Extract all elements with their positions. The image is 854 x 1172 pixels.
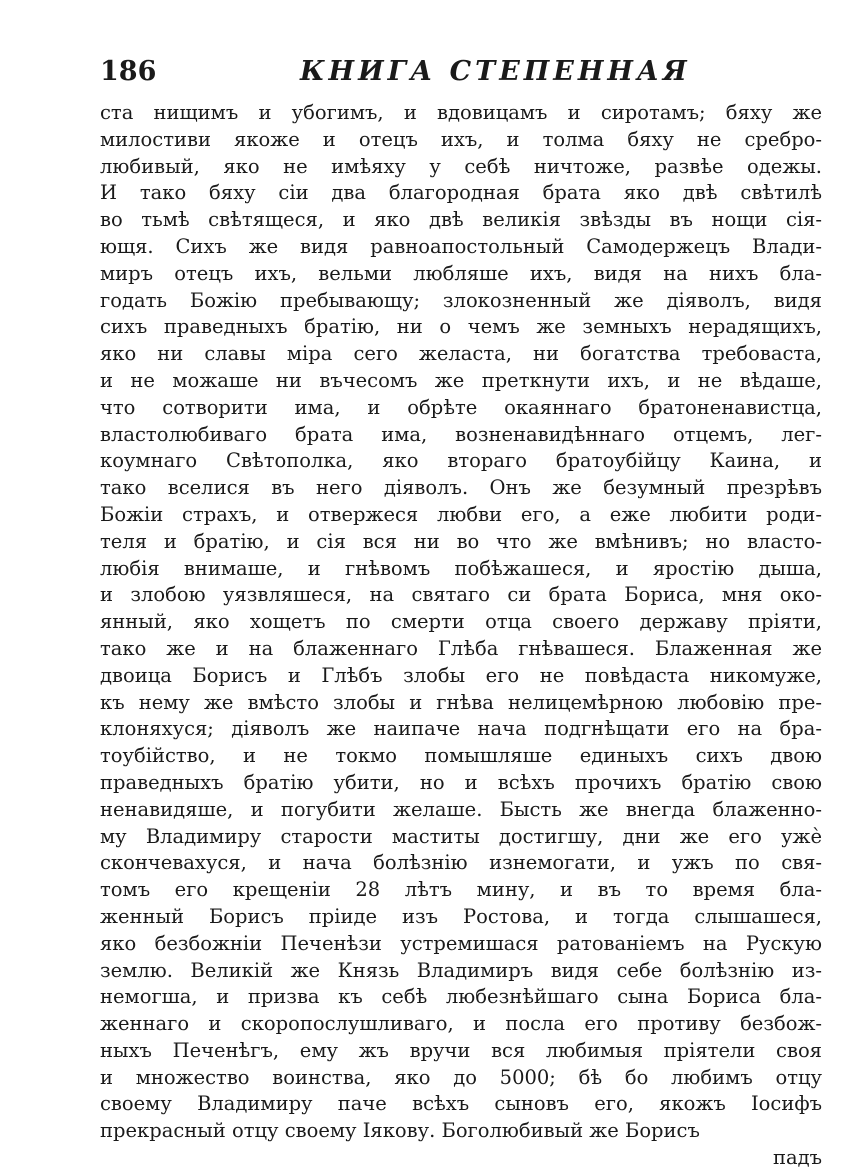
text-line: тако же и на блаженнаго Глѣба гнѣвашеся. Блаженная же xyxy=(100,636,822,660)
text-line: скончевахуся, и нача болѣзнію изнемогати, и ужъ по свя- xyxy=(100,851,822,875)
text-line: во тьмѣ свѣтящеся, и яко двѣ великія звѣзды въ нощи сія- xyxy=(100,208,822,232)
text-line: властолюбиваго брата има, возненавидѣннаго отцемъ, лег- xyxy=(100,422,822,446)
text-line: ненавидяше, и погубити желаше. Бысть же внегда блаженно- xyxy=(100,797,822,821)
text-line: ныхъ Печенѣгъ, ему жъ вручи вся любимыя пріятели своя xyxy=(100,1038,822,1062)
text-line: и множество воинства, яко до 5000; бѣ бо любимъ отцу xyxy=(100,1065,822,1089)
text-line: женный Борисъ пріиде изъ Ростова, и тогда слышашеся, xyxy=(100,904,822,928)
text-line: сихъ праведныхъ братію, ни о чемъ же земныхъ нерадящихъ, xyxy=(100,315,822,339)
text-line: яко безбожніи Печенѣзи устремишася ратованіемъ на Рускую xyxy=(100,931,822,955)
catchword: падъ xyxy=(772,1146,822,1170)
text-line: ста нищимъ и убогимъ, и вдовицамъ и сиротамъ; бяху же xyxy=(100,101,822,124)
text-line: женнаго и скоропослушливаго, и посла его противу безбож- xyxy=(100,1012,822,1036)
text-line: коумнаго Свѣтополка, яко втораго братоубійцу Каина, и xyxy=(100,449,822,473)
text-line: яко ни славы міра сего желаста, ни богатства требоваста, xyxy=(100,342,822,366)
text-line: любивый, яко не имѣяху у себѣ ничтоже, развѣе одежы. xyxy=(100,154,822,178)
text-line: и злобою уязвляшеся, на святаго си брата Бориса, мня око- xyxy=(100,583,822,607)
text-line: немогша, и призва къ себѣ любезнѣйшаго сына Бориса бла- xyxy=(100,985,822,1009)
text-line: клоняхуся; діяволъ же наипаче нача подгнѣщати его на бра- xyxy=(100,717,822,741)
text-line: прекрасный отцу своему Іякову. Боголюбивый же Борисъ xyxy=(100,1119,700,1143)
text-line: къ нему же вмѣсто злобы и гнѣва нелицемѣрною любовію пре- xyxy=(100,690,822,714)
text-line: ющя. Сихъ же видя равноапостольный Самодержецъ Влади- xyxy=(100,234,822,258)
text-line: землю. Великій же Князь Владимиръ видя себе болѣзнію из- xyxy=(100,958,822,982)
text-line: милостиви якоже и отецъ ихъ, и толма бяху не сребро- xyxy=(100,127,822,151)
text-line: что сотворити има, и обрѣте окаяннаго братоненавистца, xyxy=(100,395,822,419)
page-number: 186 xyxy=(100,56,157,87)
text-line: своему Владимиру паче всѣхъ сыновъ его, якожъ Іосифъ xyxy=(100,1092,822,1116)
text-line: двоица Борисъ и Глѣбъ злобы его не повѣдаста никомуже, xyxy=(100,663,822,687)
text-line: миръ отецъ ихъ, вельми любляше ихъ, видя на нихъ бла- xyxy=(100,261,822,285)
page-header xyxy=(100,50,820,90)
text-line: томъ его крещеніи 28 лѣтъ мину, и въ то время бла- xyxy=(100,878,822,902)
text-line: годать Божію пребывающу; злокозненный же діяволъ, видя xyxy=(100,288,822,312)
text-line: янный, яко хощетъ по смерти отца своего державу пріяти, xyxy=(100,610,822,634)
running-title: КНИГА СТЕПЕННАЯ xyxy=(300,56,691,87)
text-line: любія внимаше, и гнѣвомъ побѣжашеся, и яростію дыша, xyxy=(100,556,822,580)
text-line: тако вселися въ него діяволъ. Онъ же безумный презрѣвъ xyxy=(100,476,822,500)
text-line: праведныхъ братію убити, но и всѣхъ прочихъ братію свою xyxy=(100,770,822,794)
text-line: и не можаше ни въчесомъ же преткнути ихъ, и не вѣдаше, xyxy=(100,368,822,392)
body-text xyxy=(100,100,822,1172)
text-line: тоубійство, и не токмо помышляше единыхъ сихъ двою xyxy=(100,744,822,768)
text-line: Божіи страхъ, и отвержеся любви его, а еже любити роди- xyxy=(100,502,822,526)
text-line: му Владимиру старости маститы достигшу, дни же его ужѐ xyxy=(100,824,822,848)
text-line: теля и братію, и сія вся ни во что же вмѣнивъ; но власто- xyxy=(100,529,822,553)
text-line: И тако бяху сіи два благородная брата яко двѣ свѣтилѣ xyxy=(100,181,822,205)
